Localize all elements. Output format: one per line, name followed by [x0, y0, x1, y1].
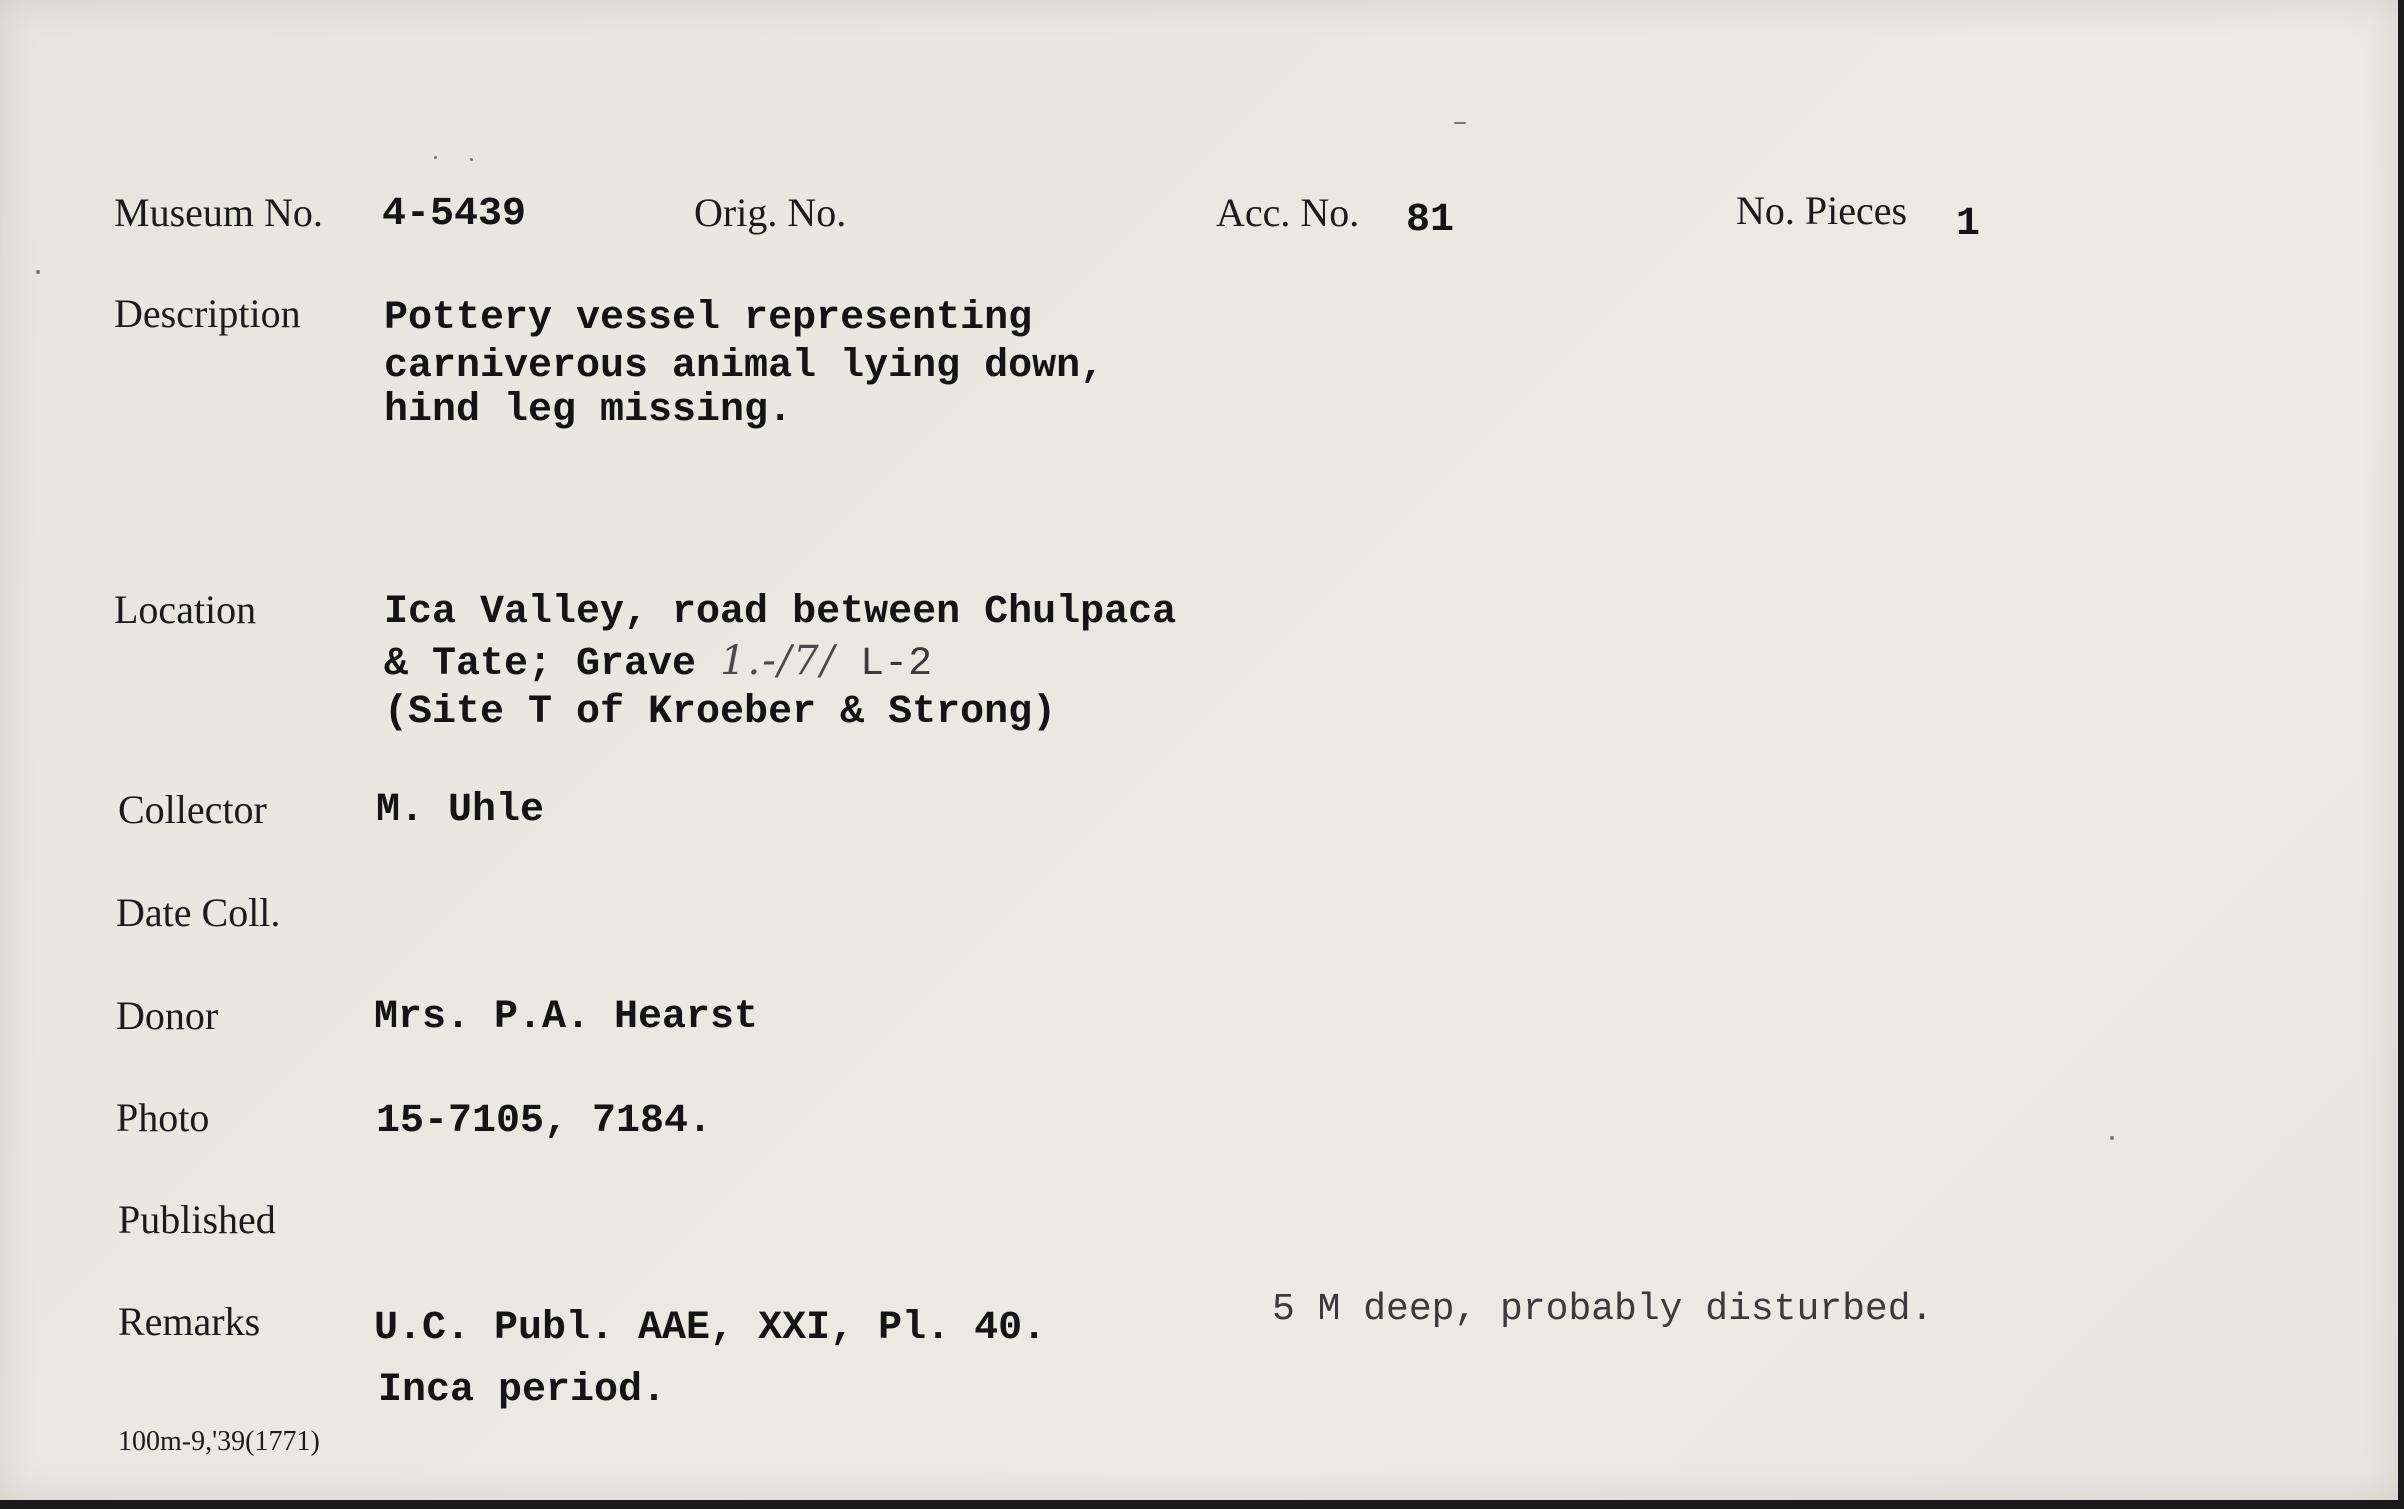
location-label: Location — [114, 587, 257, 632]
crossed-out-grave-number: 1.-/7/ — [720, 638, 837, 684]
remarks-label: Remarks — [118, 1299, 261, 1344]
description-line-1: Pottery vessel representing — [384, 296, 1033, 341]
donor-label: Donor — [116, 993, 219, 1038]
description-line-3: hind leg missing. — [384, 388, 793, 433]
no-pieces-value: 1 — [1956, 202, 1981, 247]
collector-value: M. Uhle — [376, 788, 545, 833]
remarks-note: 5 M deep, probably disturbed. — [1272, 1288, 1934, 1331]
location-line-3: (Site T of Kroeber & Strong) — [384, 690, 1057, 735]
orig-no-label: Orig. No. — [694, 190, 847, 235]
photo-label: Photo — [116, 1095, 210, 1140]
acc-no-label: Acc. No. — [1216, 190, 1360, 235]
paper-speck — [470, 158, 473, 161]
description-label: Description — [114, 291, 301, 336]
museum-no-label: Museum No. — [114, 190, 323, 235]
no-pieces-label: No. Pieces — [1736, 188, 1908, 233]
location-line-1: Ica Valley, road between Chulpaca — [384, 590, 1177, 635]
description-line-2: carniverous animal lying down, — [384, 344, 1105, 389]
paper-speck — [1454, 122, 1466, 124]
photo-value: 15-7105, 7184. — [376, 1099, 713, 1144]
date-coll-label: Date Coll. — [116, 890, 281, 935]
paper-speck — [2110, 1136, 2114, 1140]
museum-no-value: 4-5439 — [382, 192, 527, 237]
location-line-2 — [384, 636, 932, 690]
location-line-2-typed: & Tate; Grave — [384, 642, 721, 687]
paper-speck — [434, 156, 437, 159]
collector-label: Collector — [118, 787, 267, 832]
form-code: 100m-9,'39(1771) — [118, 1426, 320, 1457]
remarks-line-1: U.C. Publ. AAE, XXI, Pl. 40. — [374, 1306, 1047, 1351]
acc-no-value: 81 — [1406, 198, 1455, 243]
donor-value: Mrs. P.A. Hearst — [374, 995, 759, 1040]
paper-speck — [36, 270, 40, 274]
remarks-line-2: Inca period. — [378, 1368, 667, 1413]
handwritten-grave-number: L-2 — [860, 642, 933, 687]
published-label: Published — [118, 1197, 276, 1242]
